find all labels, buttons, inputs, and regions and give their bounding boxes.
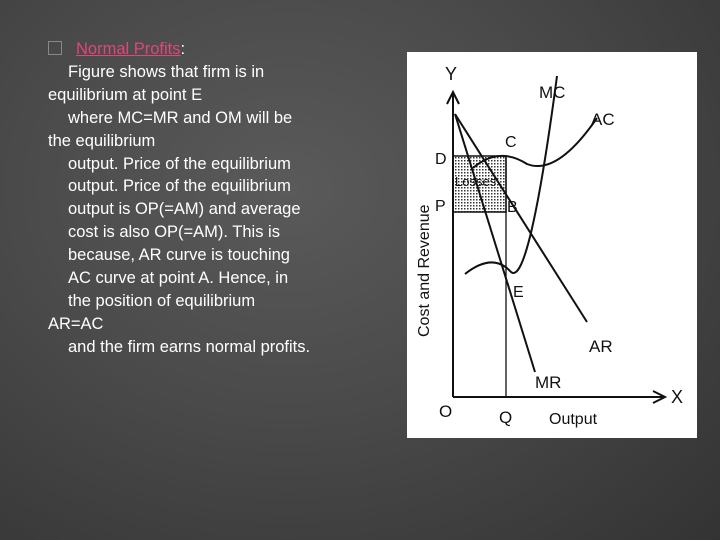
q-label: Q	[499, 408, 513, 427]
body-line-11: the position of equilibrium	[68, 291, 256, 310]
body-line-3: where MC=MR and OM will be	[68, 108, 293, 127]
body-line-6: output. Price of the equilibrium	[68, 177, 291, 196]
heading-title: Normal Profits	[76, 40, 181, 58]
figure-svg	[407, 52, 697, 438]
y-axis-letter: Y	[445, 64, 458, 84]
bullet-box-icon	[48, 41, 62, 55]
heading-line	[46, 38, 396, 61]
body-line-13: and the firm earns normal profits.	[68, 337, 311, 356]
c-label: C	[505, 134, 517, 151]
mr-label: MR	[535, 373, 562, 392]
e-label: E	[513, 284, 524, 301]
x-axis-letter: X	[671, 387, 684, 407]
body-line-1: Figure shows that firm is in	[68, 62, 265, 81]
cost-revenue-figure	[407, 52, 697, 438]
mr-line	[455, 114, 535, 372]
body-line-5: output. Price of the equilibrium	[68, 154, 291, 173]
losses-label: Losses	[455, 174, 497, 189]
slide-text-block	[46, 38, 396, 359]
origin-label: O	[439, 402, 453, 421]
x-axis-title: Output	[549, 411, 598, 428]
body-line-2: equilibrium at point E	[48, 85, 203, 104]
body-line-8: cost is also OP(=AM). This is	[68, 223, 280, 242]
body-line-4: the equilibrium	[48, 131, 156, 150]
d-label: D	[435, 151, 447, 168]
ac-label: AC	[591, 110, 615, 129]
body-line-9: because, AR curve is touching	[68, 246, 290, 265]
body-line-12: AR=AC	[48, 314, 104, 333]
heading-colon: :	[180, 40, 186, 58]
ar-label: AR	[589, 337, 613, 356]
body-line-10: AC curve at point A. Hence, in	[68, 269, 289, 288]
mc-label: MC	[539, 83, 566, 102]
y-axis-title: Cost and Revenue	[416, 204, 433, 337]
b-label: B	[507, 199, 518, 216]
body-line-7: output is OP(=AM) and average	[68, 200, 301, 219]
p-label: P	[435, 198, 446, 215]
